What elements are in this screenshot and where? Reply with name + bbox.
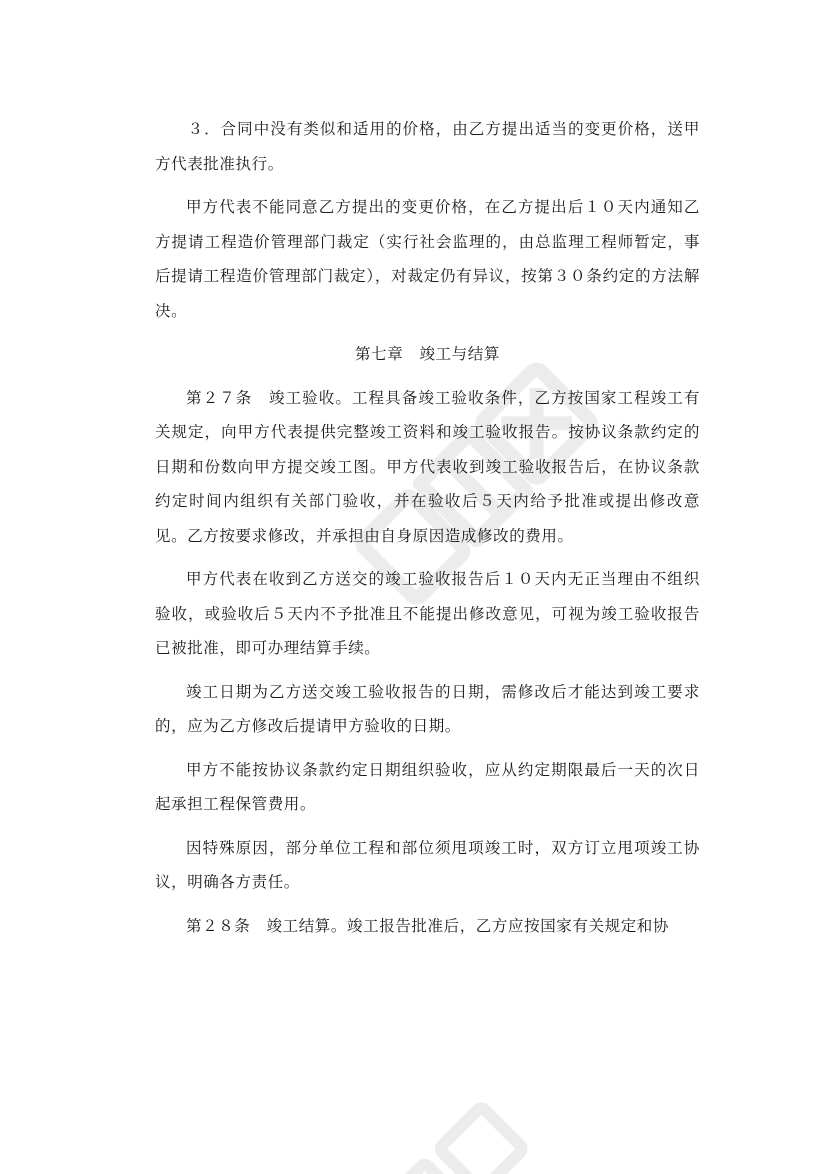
paragraph-acceptance-deadline: 甲方代表在收到乙方送交的竣工验收报告后１０天内无正当理由不组织验收，或验收后５天内不予批准且不能提出修改意见，可视为竣工验收报告已被批准，即可办理结算手续。 <box>155 570 700 657</box>
paragraph-custody-cost: 甲方不能按协议条款约定日期组织验收，应从约定期限最后一天的次日起承担工程保管费用。 <box>155 760 700 813</box>
paragraph-price-rule-3: ３．合同中没有类似和适用的价格，由乙方提出适当的变更价格，送甲方代表批准执行。 <box>155 120 700 173</box>
chapter-title: 第七章 竣工与结算 <box>355 345 500 363</box>
paragraph-price-dispute: 甲方代表不能同意乙方提出的变更价格，在乙方提出后１０天内通知乙方提请工程造价管理部门裁定（实行社会监理的，由总监理工程师暂定，事后提请工程造价管理部门裁定），对裁定仍有异议，按第３０条约定的方法解决。 <box>155 198 700 320</box>
paragraph-article-28: 第２８条 竣工结算。竣工报告批准后，乙方应按国家有关规定和协 <box>186 916 670 935</box>
paragraph-partial-completion: 因特殊原因，部分单位工程和部位须甩项竣工时，双方订立甩项竣工协议，明确各方责任。 <box>155 838 700 891</box>
paragraph-completion-date: 竣工日期为乙方送交竣工验收报告的日期，需修改后才能达到竣工要求的，应为乙方修改后提请甲方验收的日期。 <box>155 682 700 735</box>
document-body <box>155 112 700 952</box>
watermark-graphic-lower <box>360 1070 560 1174</box>
paragraph-article-27: 第２７条 竣工验收。工程具备竣工验收条件，乙方按国家工程竣工有关规定，向甲方代表提供完整竣工资料和竣工验收报告。按协议条款约定的日期和份数向甲方提交竣工图。甲方代表收到竣工验收报告后，在协议条款约定时间内组织有关部门验收，并在验收后５天内给予批准或提出修改意见。乙方按要求修改，并承担由自身原因造成修改的费用。 <box>155 388 700 545</box>
